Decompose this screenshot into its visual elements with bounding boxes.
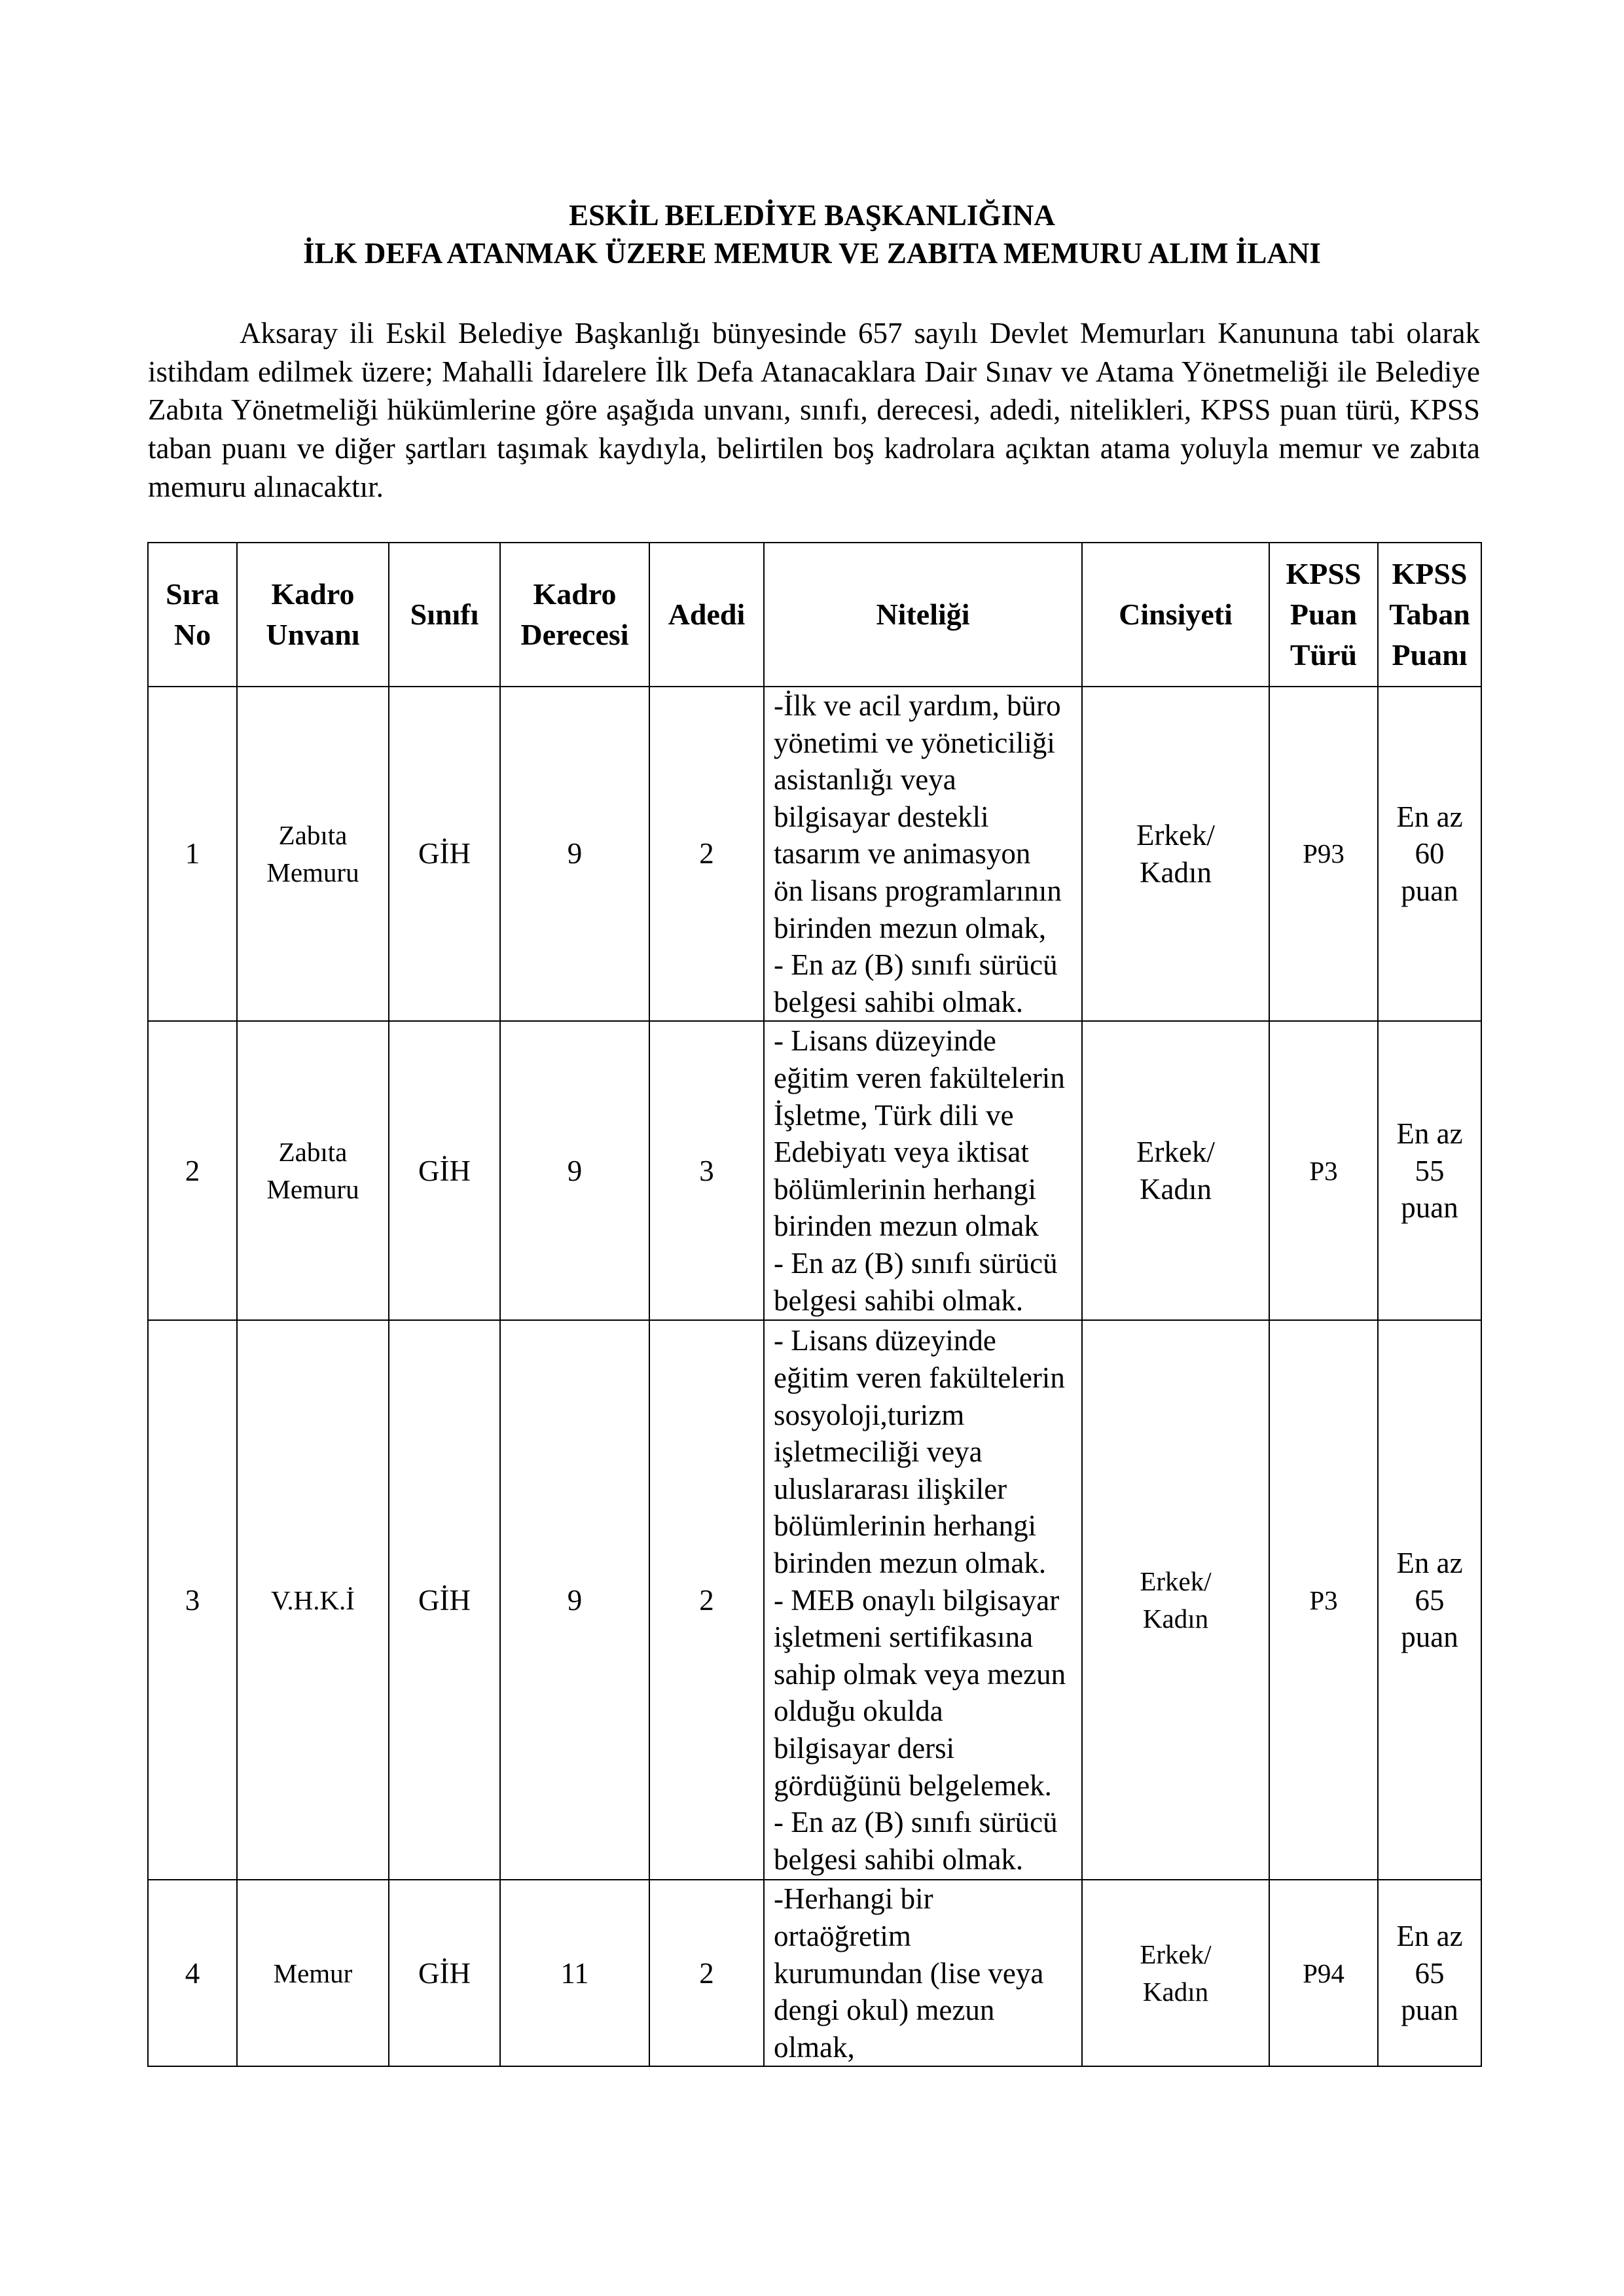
cell-text-line: - En az (B) sınıfı sürücü — [774, 1806, 1058, 1839]
cell-text-line: Memur — [273, 1958, 353, 1988]
cell-text-line: En az — [1396, 1919, 1463, 1952]
cell-kadro-derecesi: 9 — [500, 687, 649, 1021]
cell-text-line: puan — [1401, 1621, 1458, 1654]
cell-text-line: işletmeciliği veya — [774, 1435, 983, 1469]
cell-kadro-derecesi: 9 — [500, 1320, 649, 1880]
cell-text-line: 65 — [1415, 1956, 1445, 1990]
cell-text-line: bilgisayar destekli — [774, 800, 989, 833]
cell-text-line: bölümlerinin herhangi — [774, 1172, 1037, 1206]
cell-text-line: En az — [1396, 1546, 1463, 1579]
cell-text-line: eğitim veren fakültelerin — [774, 1062, 1065, 1095]
table-row — [148, 1021, 1481, 1320]
positions-table — [147, 542, 1482, 2067]
header-niteligi — [764, 543, 1082, 687]
cell-kpss-puan-turu: P3 — [1269, 1021, 1378, 1320]
cell-text-line: - En az (B) sınıfı sürücü — [774, 1247, 1058, 1280]
cell-text-line: Memuru — [266, 857, 359, 888]
header-kadro-derecesi — [500, 543, 649, 687]
cell-adedi: 3 — [649, 1021, 764, 1320]
cell-text-line: işletmeni sertifikasına — [774, 1621, 1034, 1654]
cell-kadro-unvani — [237, 1880, 389, 2066]
header-adedi — [649, 543, 764, 687]
cell-sinifi: GİH — [389, 1021, 500, 1320]
cell-text-line: yönetimi ve yöneticiliği — [774, 726, 1055, 759]
document-title-line2: İLK DEFA ATANMAK ÜZERE MEMUR VE ZABITA MEMURU ALIM İLANI — [303, 237, 1321, 270]
cell-niteligi — [764, 1880, 1082, 2066]
cell-text-line: - Lisans düzeyinde — [774, 1024, 996, 1058]
intro-paragraph: Aksaray ili Eskil Belediye Başkanlığı bünyesinde 657 sayılı Devlet Memurları Kanununa tabi olarak istihdam edilmek üzere; Mahalli İdarelere İlk Defa Atanacaklara Dair Sınav ve Atama Yönetmeliği ile Belediye Zabıta Yönetmeliği hükümlerine göre aşağıda unvanı, sınıfı, derecesi, adedi, nitelikleri, KPSS puan türü, KPSS taban puanı ve diğer şartları taşımak kaydıyla, belirtilen boş kadrolara açıktan atama yoluyla memur ve zabıta memuru alınacaktır. — [148, 317, 1480, 503]
cell-text-line: Kadın — [1142, 1976, 1209, 2007]
cell-text-line: sosyoloji,turizm — [774, 1398, 965, 1431]
cell-kadro-derecesi: 9 — [500, 1021, 649, 1320]
cell-text-line: eğitim veren fakültelerin — [774, 1361, 1065, 1394]
cell-niteligi — [764, 1320, 1082, 1880]
cell-text-line: - En az (B) sınıfı sürücü — [774, 948, 1058, 982]
cell-kpss-puan-turu: P3 — [1269, 1320, 1378, 1880]
cell-text-line: tasarım ve animasyon — [774, 837, 1031, 870]
cell-cinsiyeti — [1082, 1021, 1269, 1320]
cell-text-line: -Herhangi bir — [774, 1882, 933, 1916]
cell-text-line: Cinsiyeti — [1119, 598, 1233, 631]
cell-sira-no: 4 — [148, 1880, 237, 2066]
cell-adedi: 2 — [649, 687, 764, 1021]
table-row — [148, 687, 1481, 1021]
cell-kpss-puan-turu: P94 — [1269, 1880, 1378, 2066]
cell-sinifi: GİH — [389, 687, 500, 1021]
cell-text-line: Niteliği — [876, 598, 970, 631]
cell-text-line: KPSS — [1286, 557, 1362, 590]
cell-text-line: Memuru — [266, 1174, 359, 1204]
cell-text-line: birinden mezun olmak, — [774, 911, 1047, 944]
cell-kadro-unvani — [237, 1021, 389, 1320]
cell-text-line: bilgisayar dersi — [774, 1731, 955, 1765]
table-header-row — [148, 543, 1481, 687]
cell-sira-no: 1 — [148, 687, 237, 1021]
cell-text-line: Taban — [1389, 598, 1470, 631]
cell-text-line: - Lisans düzeyinde — [774, 1324, 996, 1357]
cell-text-line: olduğu okulda — [774, 1695, 943, 1728]
cell-text-line: sahip olmak veya mezun — [774, 1657, 1066, 1691]
cell-text-line: Kadın — [1140, 855, 1212, 889]
cell-adedi: 2 — [649, 1880, 764, 2066]
cell-niteligi — [764, 687, 1082, 1021]
header-cinsiyeti — [1082, 543, 1269, 687]
cell-sira-no: 3 — [148, 1320, 237, 1880]
cell-text-line: Erkek/ — [1136, 819, 1215, 852]
header-kpss-taban-puani — [1378, 543, 1481, 687]
cell-text-line: V.H.K.İ — [271, 1585, 355, 1615]
header-kpss-puan-turu — [1269, 543, 1378, 687]
cell-kadro-derecesi: 11 — [500, 1880, 649, 2066]
cell-text-line: Edebiyatı veya iktisat — [774, 1136, 1029, 1169]
cell-kpss-taban-puani — [1378, 1880, 1481, 2066]
cell-text-line: Zabıta — [278, 820, 348, 851]
table-row — [148, 1320, 1481, 1880]
cell-text-line: Kadro — [271, 577, 355, 611]
cell-text-line: asistanlığı veya — [774, 763, 956, 797]
cell-text-line: dengi okul) mezun — [774, 1994, 995, 2027]
cell-text-line: 65 — [1415, 1583, 1445, 1617]
cell-text-line: bölümlerinin herhangi — [774, 1509, 1037, 1543]
cell-cinsiyeti — [1082, 1320, 1269, 1880]
cell-text-line: Derecesi — [520, 618, 629, 651]
cell-text-line: olmak, — [774, 2030, 855, 2064]
cell-text-line: Kadın — [1142, 1603, 1209, 1634]
cell-kadro-unvani — [237, 687, 389, 1021]
cell-text-line: birinden mezun olmak. — [774, 1546, 1047, 1579]
table-row — [148, 1880, 1481, 2066]
cell-text-line: 60 — [1415, 837, 1445, 870]
cell-text-line: ön lisans programlarının — [774, 874, 1062, 907]
document-title-line1: ESKİL BELEDİYE BAŞKANLIĞINA — [569, 199, 1055, 232]
cell-text-line: Erkek/ — [1140, 1566, 1212, 1597]
cell-kpss-puan-turu: P93 — [1269, 687, 1378, 1021]
cell-text-line: kurumundan (lise veya — [774, 1956, 1044, 1990]
cell-sinifi: GİH — [389, 1320, 500, 1880]
cell-cinsiyeti — [1082, 687, 1269, 1021]
cell-text-line: birinden mezun olmak — [774, 1210, 1039, 1243]
cell-text-line: gördüğünü belgelemek. — [774, 1768, 1052, 1802]
cell-text-line: İşletme, Türk dili ve — [774, 1098, 1014, 1132]
cell-adedi: 2 — [649, 1320, 764, 1880]
cell-kpss-taban-puani — [1378, 687, 1481, 1021]
cell-text-line: belgesi sahibi olmak. — [774, 1842, 1024, 1876]
cell-text-line: - MEB onaylı bilgisayar — [774, 1583, 1060, 1617]
cell-text-line: Sınıfı — [410, 598, 479, 631]
cell-text-line: Kadın — [1140, 1172, 1212, 1206]
cell-text-line: Zabıta — [278, 1137, 348, 1168]
cell-text-line: Adedi — [668, 598, 746, 631]
cell-sira-no: 2 — [148, 1021, 237, 1320]
header-kadro-unvani — [237, 543, 389, 687]
cell-text-line: Unvanı — [266, 618, 360, 651]
cell-text-line: -İlk ve acil yardım, büro — [774, 689, 1061, 722]
cell-text-line: Puan — [1290, 598, 1358, 631]
cell-text-line: En az — [1396, 1117, 1463, 1150]
cell-text-line: No — [173, 618, 211, 651]
cell-kpss-taban-puani — [1378, 1320, 1481, 1880]
cell-text-line: KPSS — [1392, 557, 1468, 590]
header-sira-no — [148, 543, 237, 687]
cell-text-line: Türü — [1290, 638, 1358, 672]
cell-text-line: uluslararası ilişkiler — [774, 1472, 1007, 1505]
cell-text-line: Erkek/ — [1140, 1939, 1212, 1970]
cell-niteligi — [764, 1021, 1082, 1320]
header-sinifi — [389, 543, 500, 687]
cell-text-line: belgesi sahibi olmak. — [774, 1283, 1024, 1317]
cell-sinifi: GİH — [389, 1880, 500, 2066]
cell-text-line: Erkek/ — [1136, 1136, 1215, 1169]
cell-kadro-unvani — [237, 1320, 389, 1880]
cell-text-line: ortaöğretim — [774, 1919, 911, 1952]
cell-cinsiyeti — [1082, 1880, 1269, 2066]
cell-text-line: Kadro — [533, 577, 617, 611]
cell-text-line: En az — [1396, 800, 1463, 833]
cell-text-line: puan — [1401, 1994, 1458, 2027]
cell-kpss-taban-puani — [1378, 1021, 1481, 1320]
cell-text-line: Sıra — [166, 577, 219, 611]
cell-text-line: puan — [1401, 1191, 1458, 1225]
cell-text-line: belgesi sahibi olmak. — [774, 985, 1024, 1018]
cell-text-line: 55 — [1415, 1154, 1445, 1187]
cell-text-line: puan — [1401, 874, 1458, 907]
cell-text-line: Puanı — [1392, 638, 1468, 672]
